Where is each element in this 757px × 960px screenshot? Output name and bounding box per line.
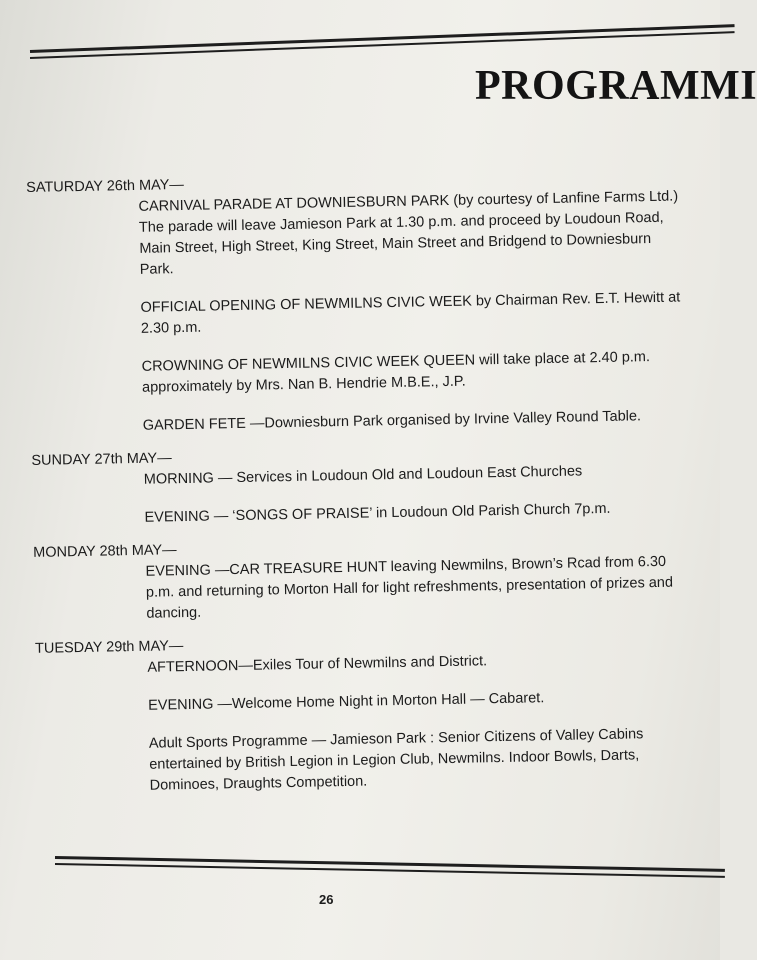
entry-text: OFFICIAL OPENING OF NEWMILNS CIVIC WEEK by Chairman Rev. E.T. Hewitt at 2.30 p.m. <box>140 289 681 337</box>
day-heading: SATURDAY 26th MAY— <box>26 176 184 196</box>
day-section-saturday <box>26 165 691 439</box>
programme-entry <box>145 551 694 625</box>
top-rule <box>30 24 735 53</box>
day-section-tuesday <box>35 626 698 799</box>
entry-text: EVENING —Welcome Home Night in Morton Hall — Cabaret. <box>148 690 545 714</box>
entry-text: GARDEN FETE —Downiesburn Park organised by Irvine Valley Round Table. <box>142 408 642 434</box>
entry-text: EVENING —CAR TREASURE HUNT leaving Newmilns, Brown’s Rcad from 6.30 p.m. and returning to Morton Hall for light refreshments, presentation of prizes and dancing. <box>145 553 674 622</box>
top-rule-thin <box>30 31 735 58</box>
day-heading: MONDAY 28th MAY— <box>33 542 177 561</box>
programme-entry <box>140 287 689 340</box>
page-number: 26 <box>319 892 334 907</box>
entry-text: Adult Sports Programme — Jamieson Park : Senior Citizens of Valley Cabins entertained by British Legion in Legion Club, Newmilns. Indoor Bowls, Darts, Dominoes, Draughts Competition. <box>148 726 644 794</box>
entry-text: CROWNING OF NEWMILNS CIVIC WEEK QUEEN will take place at 2.40 p.m. approximately by Mrs. Nan B. Hendrie M.B.E., J.P. <box>141 349 651 396</box>
programme-entry <box>143 405 691 437</box>
entry-text: EVENING — ‘SONGS OF PRAISE’ in Loudoun Old Parish Church 7p.m. <box>144 500 611 526</box>
entry-text: CARNIVAL PARADE AT DOWNIESBURN PARK (by courtesy of Lanfine Farms Ltd.) The parade will leave Jamieson Park at 1.30 p.m. and proceed by Loudoun Road, Main Street, High Street, King Street, Main Street and Bridgend to Downiesburn Park. <box>138 188 679 278</box>
entry-text: MORNING — Services in Loudoun Old and Loudoun East Churches <box>143 463 583 488</box>
day-section-sunday <box>31 438 692 531</box>
programme-entry <box>144 497 692 529</box>
day-heading: TUESDAY 29th MAY— <box>34 638 184 657</box>
programme-entry <box>148 685 696 717</box>
programme-entry <box>141 346 690 399</box>
programme-content <box>26 165 698 799</box>
programme-entry <box>138 186 688 281</box>
day-section-monday <box>33 530 694 627</box>
programme-entry <box>149 723 698 797</box>
page-title: PROGRAMMI <box>475 63 757 109</box>
day-heading: SUNDAY 27th MAY— <box>31 450 172 469</box>
entry-text: AFTERNOON—Exiles Tour of Newmilns and District. <box>147 653 488 676</box>
